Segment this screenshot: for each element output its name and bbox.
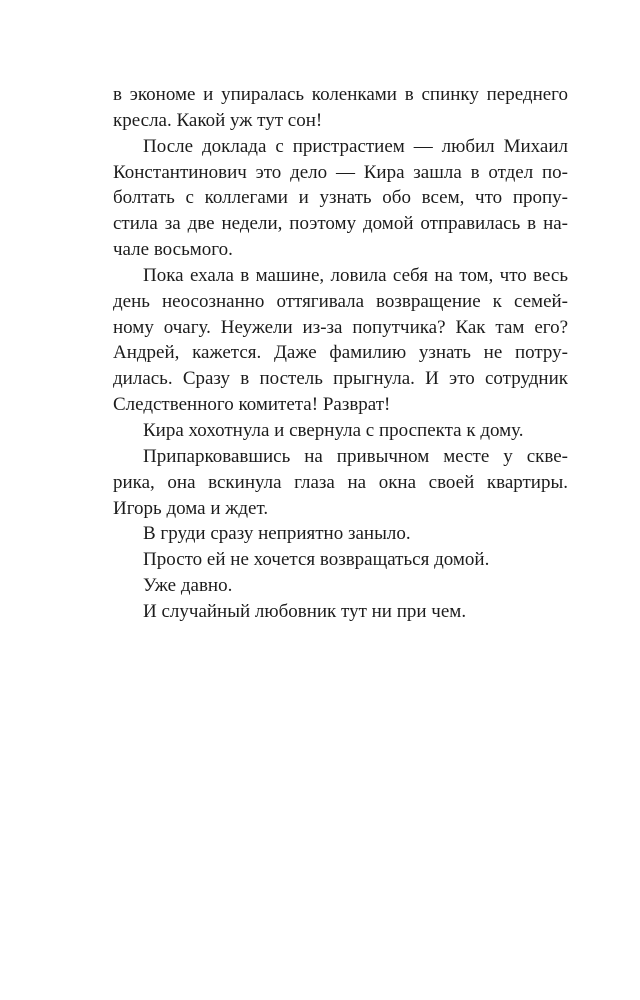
text-line: день неосознанно оттягивала возвращение к семей- bbox=[113, 290, 568, 312]
paragraph bbox=[113, 134, 568, 263]
paragraph bbox=[113, 521, 568, 547]
text-line: Кира хохотнула и свернула с проспекта к дому. bbox=[143, 419, 524, 441]
paragraph bbox=[113, 418, 568, 444]
paragraph bbox=[113, 573, 568, 599]
text-line: Уже давно. bbox=[143, 575, 233, 597]
text-line: И случайный любовник тут ни при чем. bbox=[143, 600, 467, 622]
text-line: Просто ей не хочется возвращаться домой. bbox=[143, 549, 490, 571]
text-line: в экономе и упиралась коленками в спинку переднего bbox=[113, 84, 568, 105]
paragraph bbox=[113, 547, 568, 573]
text-line: болтать с коллегами и узнать обо всем, что пропу- bbox=[113, 187, 568, 209]
text-line: Припарковавшись на привычном месте у скве- bbox=[143, 445, 568, 467]
text-line: стила за две недели, поэтому домой отправилась в на- bbox=[113, 213, 568, 235]
text-line: Андрей, кажется. Даже фамилию узнать не потру- bbox=[113, 342, 568, 364]
text-line: рика, она вскинула глаза на окна своей квартиры. bbox=[113, 471, 568, 493]
text-line: Следственного комитета! Разврат! bbox=[113, 394, 391, 416]
text-line: В груди сразу неприятно заныло. bbox=[143, 523, 411, 545]
text-line: ному очагу. Неужели из-за попутчика? Как там его? bbox=[113, 316, 568, 338]
paragraph bbox=[113, 599, 568, 625]
text-line: После доклада с пристрастием — любил Михаил bbox=[143, 135, 568, 157]
text-line: Пока ехала в машине, ловила себя на том, что весь bbox=[143, 264, 568, 286]
text-line: Игорь дома и ждет. bbox=[113, 497, 269, 519]
text-line: кресла. Какой уж тут сон! bbox=[113, 109, 323, 131]
paragraph bbox=[113, 82, 568, 134]
paragraph bbox=[113, 263, 568, 418]
body-text bbox=[113, 82, 568, 625]
text-line: Константинович это дело — Кира зашла в отдел по- bbox=[113, 161, 568, 183]
paragraph bbox=[113, 444, 568, 522]
text-line: чале восьмого. bbox=[113, 239, 233, 261]
text-line: дилась. Сразу в постель прыгнула. И это сотрудник bbox=[113, 368, 568, 390]
